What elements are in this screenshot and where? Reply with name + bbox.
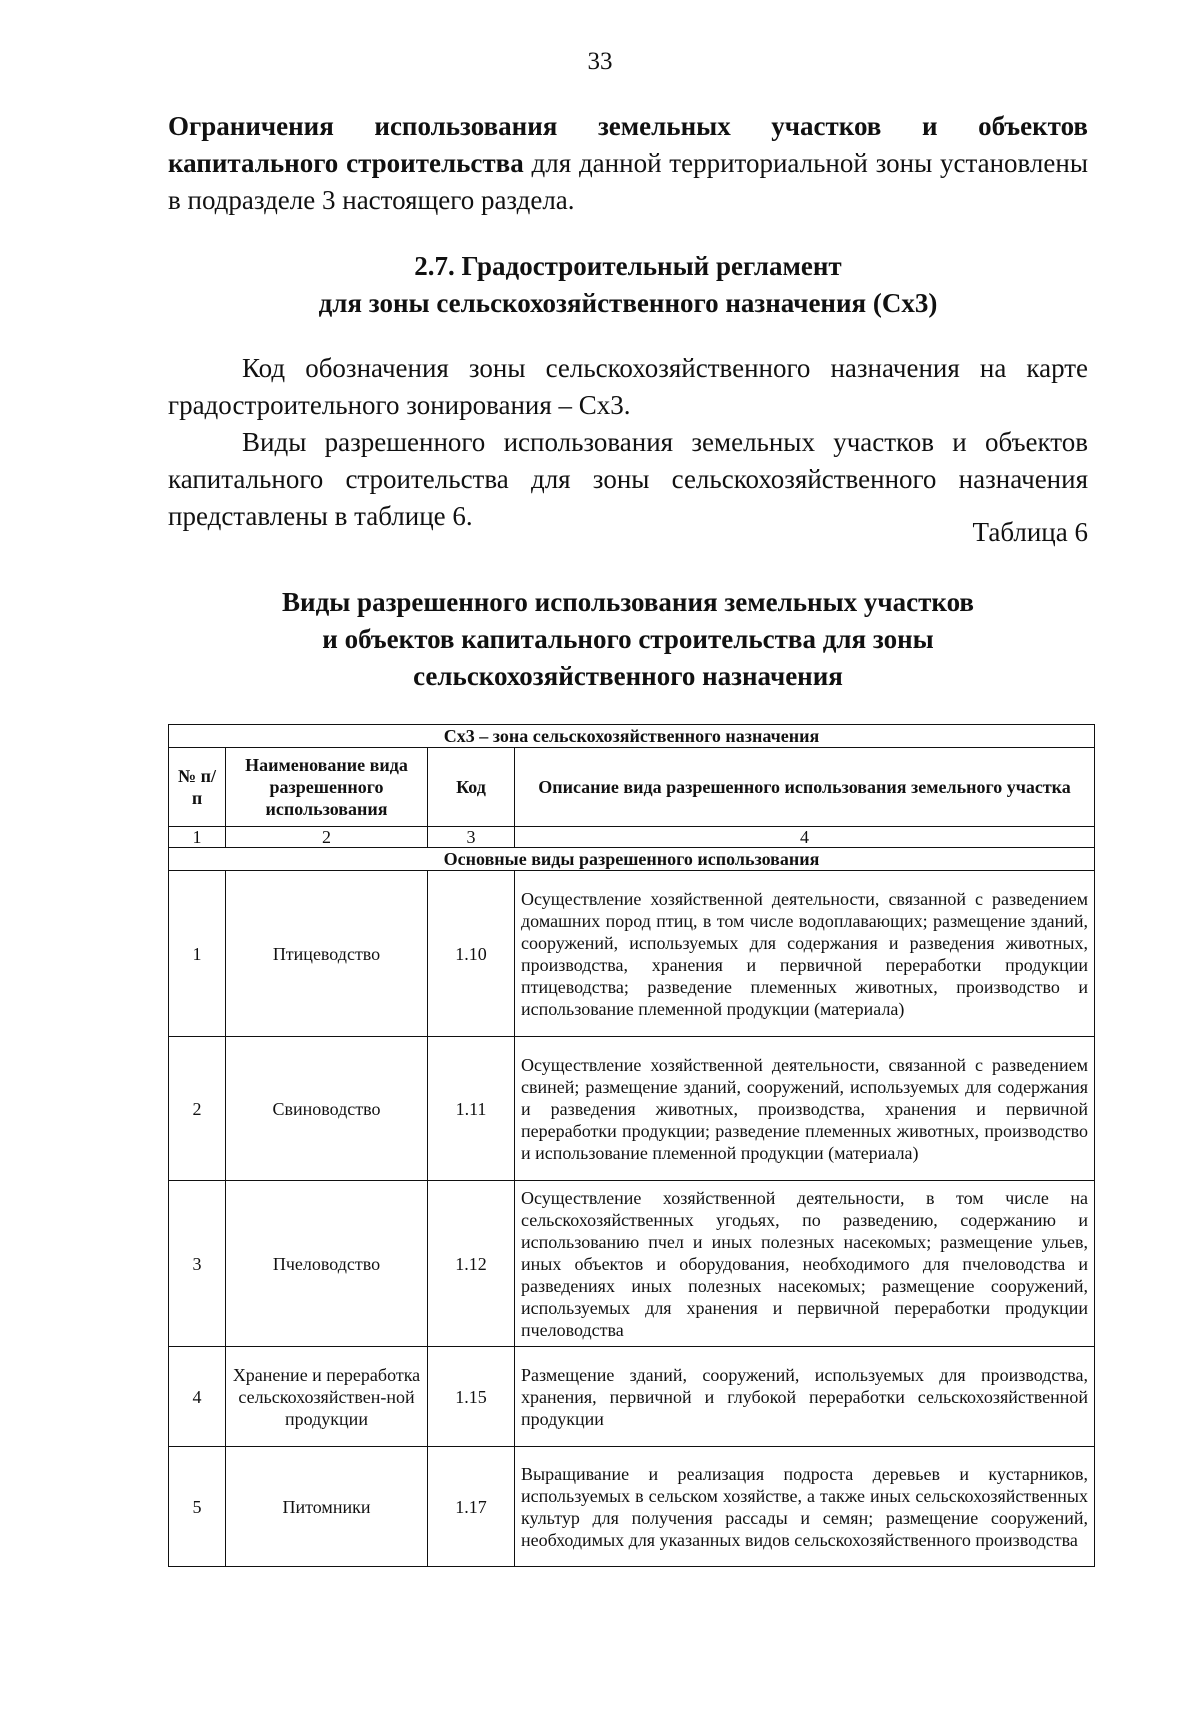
zone-code-paragraph: Код обозначения зоны сельскохозяйственного назначения на карте градостроительного зонирования – Сх3. <box>168 353 1088 420</box>
row-number: 5 <box>169 1447 226 1567</box>
group-row <box>169 848 1095 871</box>
row-name: Пчеловодство <box>226 1181 428 1347</box>
table-title-line3: сельскохозяйственного назначения <box>413 661 843 691</box>
row-name: Птицеводство <box>226 871 428 1037</box>
row-description: Осуществление хозяйственной деятельности, связанной с разведением домашних пород птиц, в том числе водоплавающих; размещение зданий, сооружений, используемых для содержания и разведения животных, производства, хранения и первичной переработки продукции птицеводства; разведение племенных животных, производство и использование племенной продукции (материала) <box>515 871 1095 1037</box>
row-number: 2 <box>169 1037 226 1181</box>
table-caption: Таблица 6 <box>972 517 1088 547</box>
column-number-row <box>169 827 1095 848</box>
column-number: 1 <box>169 827 226 848</box>
permitted-uses-paragraph: Виды разрешенного использования земельных участков и объектов капитального строительства для зоны сельскохозяйственного назначения представлены в таблице 6. <box>168 427 1088 531</box>
row-name: Питомники <box>226 1447 428 1567</box>
table-title <box>168 584 1088 695</box>
row-description: Размещение зданий, сооружений, используемых для производства, хранения, первичной и глубокой переработки сельскохозяйственной продукции <box>515 1347 1095 1447</box>
permitted-uses-table <box>168 724 1095 1567</box>
table-row <box>169 1181 1095 1347</box>
column-number: 3 <box>428 827 515 848</box>
table-row <box>169 1037 1095 1181</box>
section-title <box>168 248 1088 322</box>
header-num: № п/п <box>169 748 226 827</box>
intro-bold-text: Ограничения использования земельных участков и объектов капитального строительства <box>168 111 1088 178</box>
zone-header-row <box>169 725 1095 748</box>
row-name: Свиноводство <box>226 1037 428 1181</box>
group-label: Основные виды разрешенного использования <box>169 848 1095 871</box>
table-title-line1: Виды разрешенного использования земельных участков <box>282 587 974 617</box>
row-name: Хранение и переработка сельскохозяйствен-ной продукции <box>226 1347 428 1447</box>
table-row <box>169 1447 1095 1567</box>
row-number: 1 <box>169 871 226 1037</box>
row-code: 1.15 <box>428 1347 515 1447</box>
page-number: 33 <box>587 48 613 75</box>
column-header-row <box>169 748 1095 827</box>
row-description: Осуществление хозяйственной деятельности, в том числе на сельскохозяйственных угодьях, по разведению, содержанию и использованию пчел и иных полезных насекомых; размещение ульев, иных объектов и оборудования, необходимого для пчеловодства и разведениях иных полезных насекомых; размещение сооружений, используемых для хранения и первичной переработки продукции пчеловодства <box>515 1181 1095 1347</box>
row-code: 1.12 <box>428 1181 515 1347</box>
intro-paragraph <box>168 108 1088 219</box>
row-code: 1.17 <box>428 1447 515 1567</box>
row-code: 1.11 <box>428 1037 515 1181</box>
table-title-line2: и объектов капитального строительства для зоны <box>322 624 934 654</box>
column-number: 4 <box>515 827 1095 848</box>
zone-header: Сх3 – зона сельскохозяйственного назначения <box>169 725 1095 748</box>
body-text <box>168 350 1088 535</box>
row-number: 4 <box>169 1347 226 1447</box>
header-code: Код <box>428 748 515 827</box>
row-description: Осуществление хозяйственной деятельности, связанной с разведением свиней; размещение зданий, сооружений, используемых для содержания и разведения животных, производства, хранения и первичной переработки продукции; разведение племенных животных, производство и использование племенной продукции (материала) <box>515 1037 1095 1181</box>
intro-regular-text: для данной территориальной зоны установлены в подразделе 3 настоящего раздела. <box>168 148 1088 215</box>
table-row <box>169 871 1095 1037</box>
row-code: 1.10 <box>428 871 515 1037</box>
section-title-line1: 2.7. Градостроительный регламент <box>414 251 842 281</box>
table-row <box>169 1347 1095 1447</box>
column-number: 2 <box>226 827 428 848</box>
header-name: Наименование вида разрешенного использования <box>226 748 428 827</box>
row-number: 3 <box>169 1181 226 1347</box>
header-desc: Описание вида разрешенного использования земельного участка <box>515 748 1095 827</box>
section-title-line2: для зоны сельскохозяйственного назначения (Сх3) <box>318 288 938 318</box>
row-description: Выращивание и реализация подроста деревьев и кустарников, используемых в сельском хозяйстве, а также иных сельскохозяйственных культур для получения рассады и семян; размещение сооружений, необходимых для указанных видов сельскохозяйственного производства <box>515 1447 1095 1567</box>
